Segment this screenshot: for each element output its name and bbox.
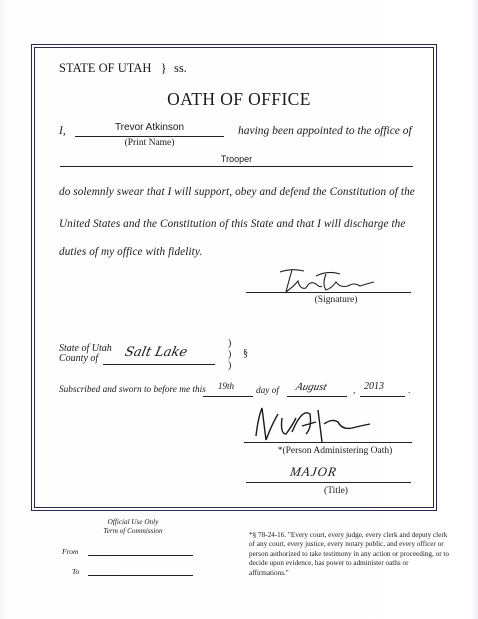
- administrator-label: *(Person Administering Oath): [277, 446, 393, 456]
- from-label: From: [62, 547, 79, 556]
- county-line: [103, 364, 215, 365]
- header-brace: }: [160, 60, 167, 75]
- office-line: [60, 166, 413, 167]
- official-use-line-1: Official Use Only: [107, 518, 159, 526]
- oath-line-3: duties of my office with fidelity.: [59, 246, 203, 258]
- section-mark: §: [243, 348, 248, 359]
- administrator-line: [244, 442, 412, 443]
- signature-label: (Signature): [314, 295, 358, 305]
- document-title: OATH OF OFFICE: [167, 89, 311, 109]
- venue-brace-3: ): [228, 360, 232, 371]
- state-label: STATE OF UTAH: [59, 61, 152, 75]
- month-line: [287, 396, 347, 397]
- administrator-signature: [252, 404, 377, 446]
- year-value: 2013: [364, 381, 384, 392]
- venue-brace-1: ): [228, 338, 232, 349]
- from-line: [88, 555, 193, 556]
- print-name-label: (Print Name): [124, 138, 175, 148]
- subscribed-text: Subscribed and sworn to before me this: [59, 385, 206, 395]
- to-line: [88, 575, 193, 576]
- year-separator: ,: [353, 386, 356, 396]
- name-line: [75, 136, 224, 137]
- county-handwritten: Salt Lake: [123, 345, 189, 360]
- printed-name: Trevor Atkinson: [114, 122, 185, 133]
- official-use-heading: [93, 518, 173, 536]
- to-label: To: [72, 567, 80, 576]
- day-line: [203, 396, 253, 397]
- day-of-label: day of: [256, 386, 279, 396]
- venue-state: State of Utah: [59, 343, 112, 354]
- ss-label: ss.: [173, 61, 187, 75]
- state-heading: [59, 60, 187, 76]
- official-use-line-2: Term of Commission: [103, 527, 163, 535]
- signature-line: [246, 292, 411, 293]
- month-value: August: [294, 381, 329, 393]
- office-value: Trooper: [220, 154, 253, 164]
- oath-line-1: do solemnly swear that I will support, obey and defend the Constitution of the: [59, 186, 415, 198]
- appointed-text: having been appointed to the office of: [238, 125, 412, 137]
- year-line: [360, 396, 405, 397]
- title-value: MAJOR: [289, 464, 338, 479]
- title-label: (Title): [324, 486, 348, 496]
- day-value: 19th: [218, 381, 235, 391]
- venue-county-label: County of: [59, 353, 99, 364]
- oath-line-2: United States and the Constitution of this State and that I will discharge the: [59, 218, 406, 230]
- venue-brace-2: ): [228, 349, 232, 360]
- i-label: I,: [59, 125, 66, 137]
- title-line: [246, 482, 411, 483]
- year-period: .: [408, 386, 411, 396]
- statute-footnote: *§ 78-24-16. "Every court, every judge, every clerk and deputy clerk of any court, every justice, every notary public, and every officer or person authorized to take testimony in any action or proceeding, or to decide upon evidence, has power to administer oaths or affirmations.": [249, 531, 449, 577]
